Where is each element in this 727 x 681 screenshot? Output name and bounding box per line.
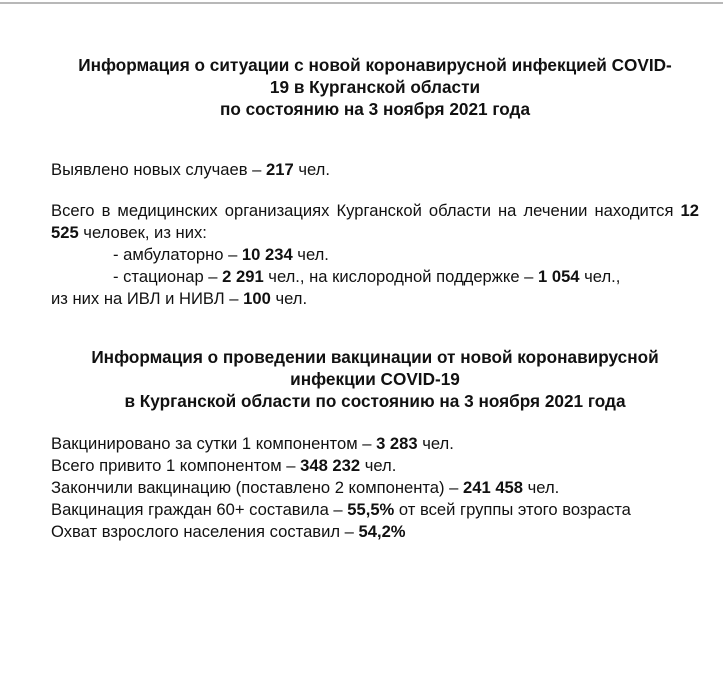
ventilation-line xyxy=(51,288,699,310)
outpatient-line xyxy=(51,244,699,266)
total-suffix: человек, из них: xyxy=(78,223,207,242)
stat-value: 55,5% xyxy=(347,500,395,519)
unit-text: чел. xyxy=(270,289,308,308)
inpatient-value: 2 291 xyxy=(222,267,264,286)
adult-coverage-line xyxy=(51,521,699,543)
stat-value: 3 283 xyxy=(376,434,418,453)
ventilation-value: 100 xyxy=(243,289,271,308)
unit-text: чел. xyxy=(417,434,454,453)
inpatient-label: - стационар – xyxy=(113,267,223,286)
stat-label: Охват взрослого населения составил – xyxy=(51,522,359,541)
title-line: Информация о ситуации с новой коронавирусной инфекцией COVID- xyxy=(78,55,672,75)
stat-value: 54,2% xyxy=(358,522,406,541)
stat-label: Закончили вакцинацию (поставлено 2 компонента) – xyxy=(51,478,464,497)
title-line: инфекции COVID-19 xyxy=(290,369,460,389)
stat-label: Всего привито 1 компонентом – xyxy=(51,456,301,475)
total-label: Всего в медицинских организациях Курганской области на лечении находится xyxy=(51,201,681,220)
inpatient-line xyxy=(51,266,699,288)
vaccination-title xyxy=(51,346,699,412)
vaccinated-daily-line xyxy=(51,433,699,455)
covid-situation-title xyxy=(51,54,699,120)
new-cases-line xyxy=(51,159,699,181)
unit-text: чел. xyxy=(360,456,397,475)
stat-value: 348 232 xyxy=(300,456,361,475)
unit-text: чел. xyxy=(293,160,330,179)
seniors-vaccination-line xyxy=(51,499,699,521)
outpatient-value: 10 234 xyxy=(241,245,293,264)
title-line: Информация о проведении вакцинации от новой коронавирусной xyxy=(91,347,659,367)
title-line: 19 в Курганской области xyxy=(269,77,481,97)
ventilation-label: из них на ИВЛ и НИВЛ – xyxy=(51,289,244,308)
stat-label: Вакцинация граждан 60+ составила – xyxy=(51,500,348,519)
first-component-total-line xyxy=(51,455,699,477)
oxygen-label: чел., на кислородной поддержке – xyxy=(263,267,539,286)
completed-vaccination-line xyxy=(51,477,699,499)
unit-text: чел. xyxy=(292,245,329,264)
new-cases-value: 217 xyxy=(266,160,294,179)
top-border-line xyxy=(0,2,723,4)
new-cases-label: Выявлено новых случаев – xyxy=(51,160,267,179)
treatment-block xyxy=(51,200,699,310)
title-line: в Курганской области по состоянию на 3 ноября 2021 года xyxy=(124,391,626,411)
unit-text: чел. xyxy=(523,478,560,497)
stat-label: Вакцинировано за сутки 1 компонентом – xyxy=(51,434,377,453)
title-line: по состоянию на 3 ноября 2021 года xyxy=(219,99,531,119)
total-in-treatment-line xyxy=(51,200,699,244)
vaccination-stats xyxy=(51,433,699,543)
outpatient-label: - амбулаторно – xyxy=(113,245,242,264)
oxygen-value: 1 054 xyxy=(538,267,580,286)
total-value: 12 525 xyxy=(51,201,699,242)
document-page xyxy=(51,54,699,543)
unit-text: чел., xyxy=(579,267,621,286)
stat-suffix: от всей группы этого возраста xyxy=(394,500,631,519)
stat-value: 241 458 xyxy=(463,478,524,497)
